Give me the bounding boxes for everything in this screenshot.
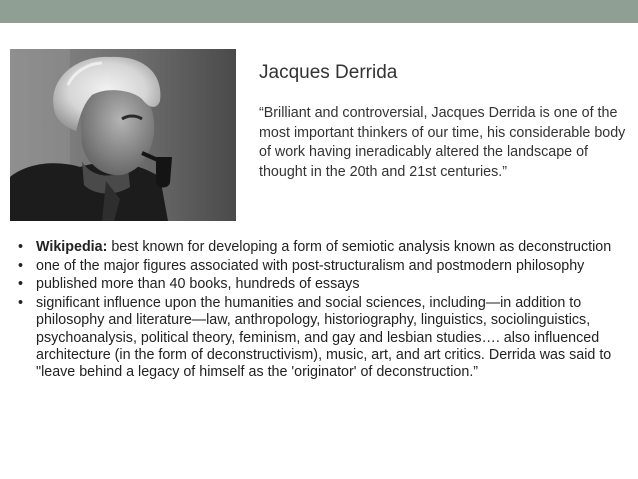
bullet-list — [18, 239, 630, 383]
bullet-text: one of the major figures associated with post-structuralism and postmodern philosophy — [36, 257, 585, 274]
bullet-dot-icon: • — [18, 257, 24, 274]
bullet-dot-icon: • — [18, 276, 24, 293]
bullet-text: published more than 40 books, hundreds of essays — [36, 276, 360, 293]
bullet-item — [18, 258, 630, 275]
portrait-photo — [10, 49, 236, 221]
bullet-dot-icon: • — [18, 239, 24, 255]
bullet-text: significant influence upon the humanities and social sciences, including—in addition to philosophy and literature—law, anthropology, historiography, linguistics, sociolinguistics, psychoanalysis, political theory, feminism, and gay and lesbian studies…. also influenced architecture (in the form of deconstructivism), music, art, and art critics. Derrida was said to "leave behind a legacy of himself as the 'originator' of deconstruction.” — [36, 295, 612, 380]
bullet-item — [18, 276, 630, 293]
quote-text: “Brilliant and controversial, Jacques Derrida is one of the most important thinkers of our time, his considerable body of work having ineradicably altered the landscape of thought in the 20th and 21st centuries.” — [259, 105, 626, 180]
person-name: Jacques Derrida — [259, 62, 398, 83]
bullet-item — [18, 295, 630, 381]
slide-header-bar — [0, 0, 638, 23]
bullet-text: best known for developing a form of semiotic analysis known as deconstruction — [107, 239, 612, 255]
bullet-dot-icon: • — [18, 295, 24, 312]
bullet-lead: Wikipedia: — [36, 239, 108, 255]
bullet-item — [18, 239, 630, 256]
